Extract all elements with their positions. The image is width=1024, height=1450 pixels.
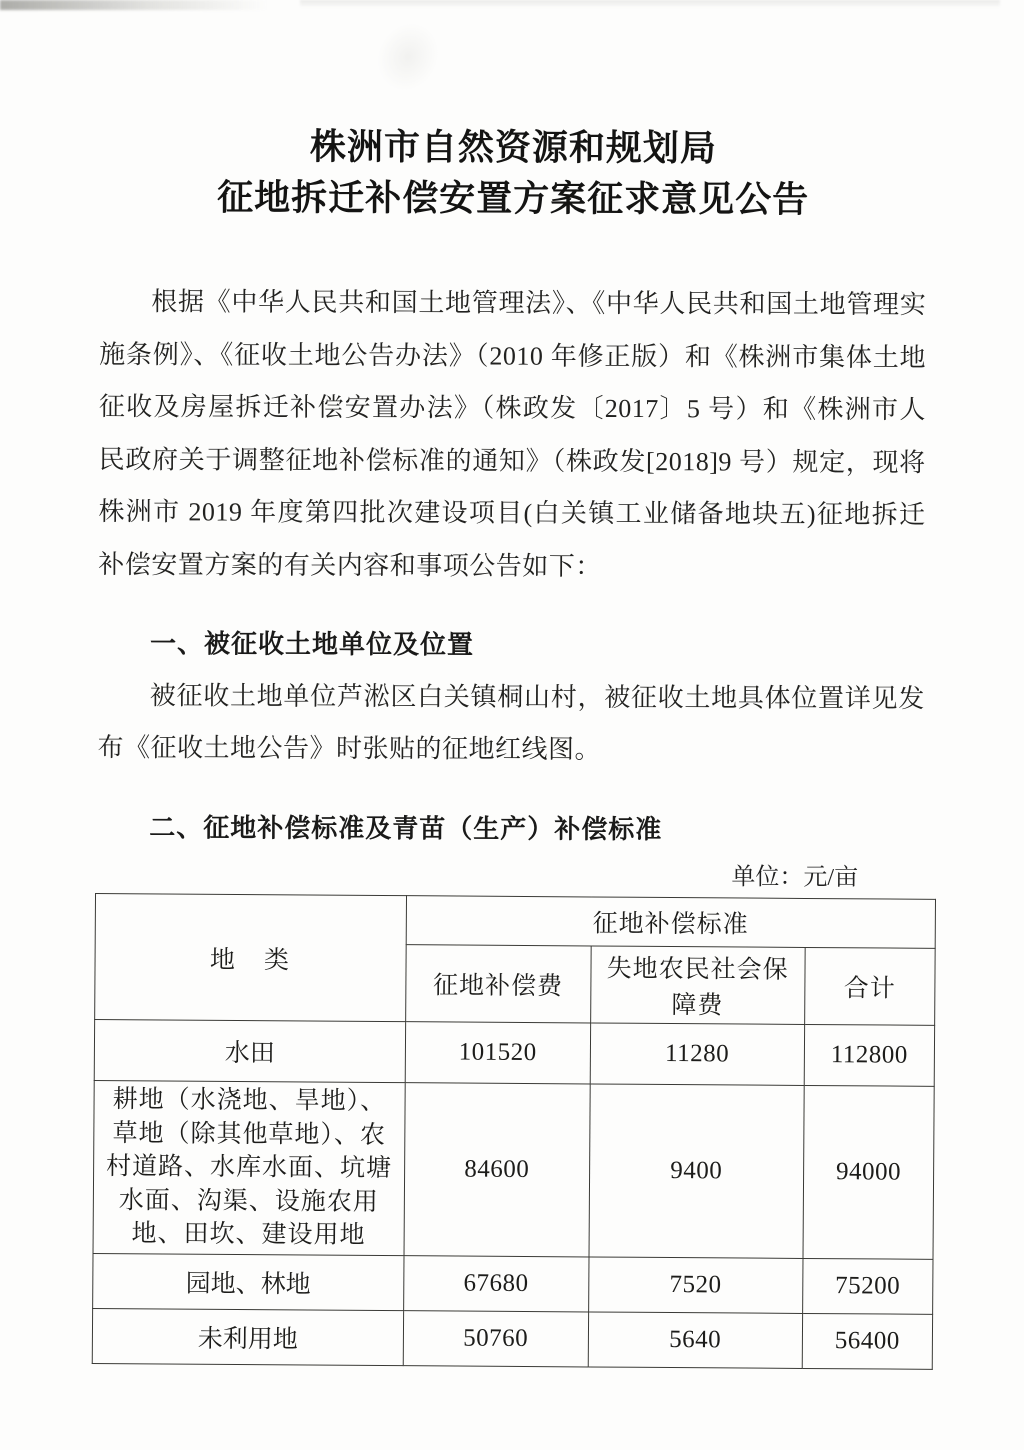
scan-artifact-streak bbox=[0, 0, 268, 10]
cell-fee: 84600 bbox=[404, 1083, 590, 1257]
cell-total: 75200 bbox=[802, 1258, 933, 1314]
table-header-row-group bbox=[95, 893, 935, 948]
table-row bbox=[93, 1253, 933, 1314]
header-cell-social: 失地农民社会保障费 bbox=[590, 946, 805, 1024]
cell-fee: 101520 bbox=[405, 1022, 590, 1084]
cell-fee: 67680 bbox=[403, 1255, 588, 1311]
cell-social: 5640 bbox=[588, 1311, 803, 1367]
scan-artifact-wisp bbox=[366, 13, 450, 102]
document-title bbox=[100, 120, 927, 225]
cell-fee: 50760 bbox=[403, 1310, 588, 1366]
scan-artifact-haze bbox=[300, 0, 1000, 8]
document-title-line2: 征地拆迁补偿安置方案征求意见公告 bbox=[217, 176, 810, 220]
section1-heading: 一、被征收土地单位及位置 bbox=[149, 628, 475, 660]
document-title-line1: 株洲市自然资源和规划局 bbox=[309, 125, 717, 169]
intro-paragraph: 根据《中华人民共和国土地管理法》、《中华人民共和国土地管理实施条例》、《征收土地公告办法》（2010 年修正版）和《株洲市集体土地征收及房屋拆迁补偿安置办法》（株政发〔2017〕5 号）和《株洲市人民政府关于调整征地补偿标准的通知》（株政发[2018]9 号）规定，现将株洲市 2019 年度第四批次建设项目(白关镇工业储备地块五)征地拆迁补偿安置方案的有关内容和事项公告如下： bbox=[98, 287, 927, 581]
document-content bbox=[95, 120, 927, 1367]
cell-land-type: 未利用地 bbox=[92, 1308, 403, 1365]
table-row bbox=[94, 1019, 934, 1086]
cell-total: 56400 bbox=[802, 1313, 933, 1369]
header-cell-compensation-group: 征地补偿标准 bbox=[406, 896, 936, 949]
header-cell-land-type: 地 类 bbox=[95, 893, 407, 1021]
table-unit-label: 单位：元/亩 bbox=[731, 864, 859, 891]
cell-social: 7520 bbox=[588, 1256, 803, 1312]
cell-total: 112800 bbox=[804, 1024, 935, 1086]
table-row bbox=[93, 1080, 934, 1258]
section2-heading: 二、征地补偿标准及青苗（生产）补偿标准 bbox=[149, 811, 663, 844]
cell-land-type: 水田 bbox=[94, 1019, 405, 1082]
cell-land-type: 耕地（水浇地、旱地）、草地（除其他草地）、农村道路、水库水面、坑塘水面、沟渠、设施农用地、田坎、建设用地 bbox=[93, 1080, 405, 1255]
cell-land-type: 园地、林地 bbox=[93, 1253, 404, 1310]
header-cell-total: 合计 bbox=[804, 947, 935, 1025]
section1-paragraph: 被征收土地单位芦淞区白关镇桐山村，被征收土地具体位置详见发布《征收土地公告》时张贴的征地红线图。 bbox=[97, 680, 925, 764]
cell-total: 94000 bbox=[803, 1085, 934, 1258]
cell-social: 9400 bbox=[589, 1084, 804, 1258]
table-row bbox=[92, 1308, 932, 1369]
cell-social: 11280 bbox=[590, 1023, 805, 1085]
compensation-table bbox=[92, 893, 936, 1369]
header-cell-fee: 征地补偿费 bbox=[405, 945, 590, 1023]
